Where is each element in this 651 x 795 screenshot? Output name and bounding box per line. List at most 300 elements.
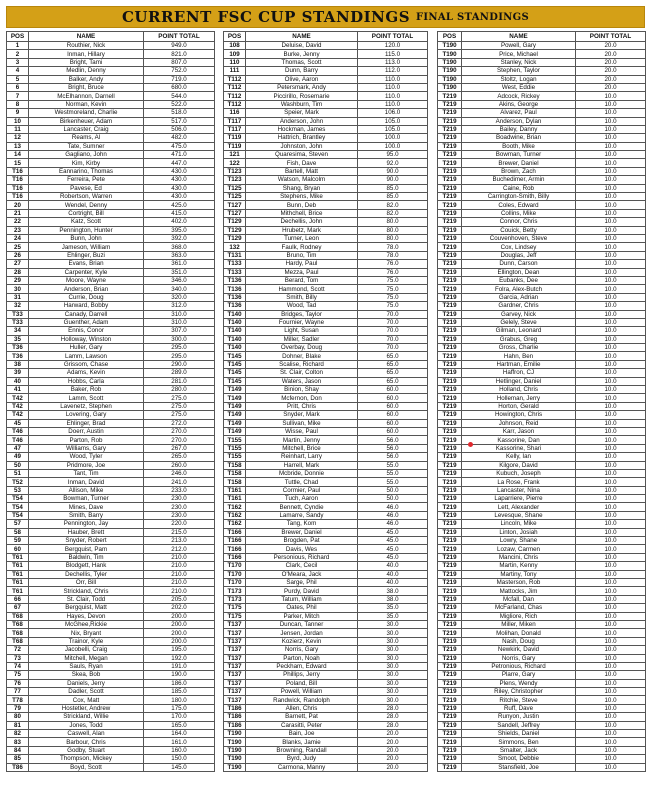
table-row	[438, 159, 646, 167]
points-cell: 10.0	[576, 545, 646, 553]
name-cell: Hrubetz, Mark	[246, 226, 358, 234]
points-cell: 35.0	[358, 612, 428, 620]
name-cell: Pennington, Jay	[29, 520, 144, 528]
points-cell: 10.0	[576, 268, 646, 276]
table-row	[224, 469, 428, 477]
table-row	[224, 461, 428, 469]
pos-cell: T112	[224, 100, 246, 108]
name-cell: Pritt, Chris	[246, 402, 358, 410]
name-cell: Kubuch, Joseph	[462, 469, 576, 477]
name-cell: Inman, Hillary	[29, 50, 144, 58]
points-cell: 75.0	[358, 285, 428, 293]
points-cell: 205.0	[144, 595, 215, 603]
table-row	[7, 654, 215, 662]
pos-cell: 73	[7, 654, 29, 662]
name-cell: Molihan, Donald	[462, 629, 576, 637]
points-cell: 20.0	[576, 75, 646, 83]
points-cell: 46.0	[358, 511, 428, 519]
points-cell: 170.0	[144, 713, 215, 721]
points-cell: 230.0	[144, 511, 215, 519]
name-cell: Wendel, Denny	[29, 201, 144, 209]
points-cell: 65.0	[358, 369, 428, 377]
name-cell: McGhee,Rickie	[29, 620, 144, 628]
pos-cell: T61	[7, 587, 29, 595]
table-row	[7, 318, 215, 326]
pos-cell: T219	[438, 411, 462, 419]
name-cell: Mattocks, Jim	[462, 587, 576, 595]
table-row	[224, 738, 428, 746]
points-cell: 110.0	[358, 75, 428, 83]
name-cell: Howington, Chris	[462, 411, 576, 419]
points-cell: 10.0	[576, 125, 646, 133]
pos-cell: T140	[224, 327, 246, 335]
points-cell: 30.0	[358, 696, 428, 704]
points-cell: 10.0	[576, 704, 646, 712]
points-cell: 161.0	[144, 738, 215, 746]
table-row	[7, 109, 215, 117]
name-cell: Caine, Rob	[462, 184, 576, 192]
points-cell: 28.0	[358, 713, 428, 721]
pos-cell: 4	[7, 67, 29, 75]
standings-column-2	[223, 31, 428, 772]
table-row	[7, 352, 215, 360]
points-cell: 10.0	[576, 167, 646, 175]
table-row	[438, 486, 646, 494]
table-row	[7, 285, 215, 293]
table-row	[438, 318, 646, 326]
table-row	[224, 83, 428, 91]
table-row	[7, 637, 215, 645]
name-cell: Kelly, Ian	[462, 453, 576, 461]
name-cell: Newkirk, David	[462, 646, 576, 654]
pos-cell: T54	[7, 511, 29, 519]
name-cell: Sullivan, Mike	[246, 419, 358, 427]
pos-cell: T136	[224, 276, 246, 284]
points-cell: 56.0	[358, 453, 428, 461]
points-cell: 10.0	[576, 688, 646, 696]
points-cell: 949.0	[144, 42, 215, 50]
name-cell: Gross, Charlie	[462, 344, 576, 352]
points-cell: 300.0	[144, 335, 215, 343]
name-cell: Boadwine, Brian	[462, 134, 576, 142]
pos-cell: T125	[224, 184, 246, 192]
pos-cell: T219	[438, 427, 462, 435]
points-cell: 10.0	[576, 159, 646, 167]
points-cell: 10.0	[576, 151, 646, 159]
name-cell: Randwick, Randolph	[246, 696, 358, 704]
table-row	[438, 545, 646, 553]
name-cell: Orr, Bill	[29, 579, 144, 587]
points-cell: 10.0	[576, 495, 646, 503]
pos-cell: T190	[224, 755, 246, 763]
points-cell: 260.0	[144, 461, 215, 469]
points-cell: 230.0	[144, 495, 215, 503]
points-cell: 752.0	[144, 67, 215, 75]
table-row	[7, 302, 215, 310]
points-cell: 75.0	[358, 302, 428, 310]
table-row	[438, 688, 646, 696]
table-row	[224, 763, 428, 771]
points-cell: 78.0	[358, 243, 428, 251]
pos-cell: T219	[438, 209, 462, 217]
points-cell: 20.0	[576, 67, 646, 75]
table-row	[224, 218, 428, 226]
pos-cell: T112	[224, 83, 246, 91]
name-cell: Bright, Bruce	[29, 83, 144, 91]
points-cell: 719.0	[144, 75, 215, 83]
pos-cell: T219	[438, 495, 462, 503]
pos-cell: T219	[438, 352, 462, 360]
pos-cell: T137	[224, 662, 246, 670]
pos-cell: T219	[438, 528, 462, 536]
name-cell: Lavenetz, Stephen	[29, 402, 144, 410]
name-cell: Skea, Bob	[29, 671, 144, 679]
name-cell: Tate, Sumner	[29, 142, 144, 150]
pos-cell: T175	[224, 604, 246, 612]
points-cell: 110.0	[358, 92, 428, 100]
pos-cell: T219	[438, 310, 462, 318]
pos-cell: T68	[7, 620, 29, 628]
table-row	[438, 276, 646, 284]
pos-cell: T149	[224, 427, 246, 435]
pos-cell: T219	[438, 193, 462, 201]
pos-cell: T219	[438, 738, 462, 746]
pos-cell: T190	[224, 746, 246, 754]
pos-cell: T149	[224, 386, 246, 394]
table-row	[224, 427, 428, 435]
name-cell: Norris, Gary	[462, 654, 576, 662]
points-cell: 100.0	[358, 142, 428, 150]
points-cell: 10.0	[576, 746, 646, 754]
table-row	[224, 629, 428, 637]
table-row	[224, 453, 428, 461]
points-cell: 368.0	[144, 243, 215, 251]
points-cell: 10.0	[576, 696, 646, 704]
pos-cell: 121	[224, 151, 246, 159]
table-row	[7, 193, 215, 201]
pos-cell: T54	[7, 503, 29, 511]
points-cell: 95.0	[358, 151, 428, 159]
pos-cell: T219	[438, 386, 462, 394]
table-row	[7, 142, 215, 150]
pos-cell: T158	[224, 478, 246, 486]
points-cell: 10.0	[576, 671, 646, 679]
points-cell: 10.0	[576, 721, 646, 729]
table-row	[438, 646, 646, 654]
points-cell: 10.0	[576, 478, 646, 486]
name-cell: Gardner, Chris	[462, 302, 576, 310]
points-cell: 807.0	[144, 58, 215, 66]
points-cell: 10.0	[576, 553, 646, 561]
pos-cell: 82	[7, 730, 29, 738]
pos-cell: 39	[7, 369, 29, 377]
name-cell: Waters, Jason	[246, 377, 358, 385]
pos-cell: T219	[438, 553, 462, 561]
table-row	[224, 109, 428, 117]
name-cell: Jones, Todd	[29, 721, 144, 729]
pos-cell: T145	[224, 377, 246, 385]
pos-cell: T175	[224, 612, 246, 620]
pos-cell: T149	[224, 402, 246, 410]
pos-cell: T219	[438, 285, 462, 293]
table-row	[7, 310, 215, 318]
table-row	[7, 646, 215, 654]
pos-cell: T162	[224, 503, 246, 511]
name-cell: Blodgett, Hank	[29, 562, 144, 570]
name-cell: Snyder, Robert	[29, 537, 144, 545]
pos-cell: 1	[7, 42, 29, 50]
points-cell: 447.0	[144, 159, 215, 167]
table-row	[224, 579, 428, 587]
name-cell: Couvenhoven, Steve	[462, 234, 576, 242]
pos-cell: T137	[224, 646, 246, 654]
table-row	[438, 193, 646, 201]
pos-cell: T190	[438, 75, 462, 83]
name-cell: La Rose, Frank	[462, 478, 576, 486]
name-cell: Fournier, Wayne	[246, 318, 358, 326]
table-row	[224, 134, 428, 142]
points-cell: 20.0	[358, 730, 428, 738]
name-cell: Tant, Tim	[29, 469, 144, 477]
points-cell: 272.0	[144, 419, 215, 427]
pos-cell: T36	[7, 352, 29, 360]
name-cell: Quaresima, Steven	[246, 151, 358, 159]
name-cell: Davis, Wes	[246, 545, 358, 553]
pos-cell: T137	[224, 688, 246, 696]
name-cell: Kozierz, Kevin	[246, 637, 358, 645]
name-cell: Alvarez, Paul	[462, 109, 576, 117]
table-row	[438, 503, 646, 511]
points-cell: 106.0	[358, 109, 428, 117]
pos-cell: T86	[7, 763, 29, 771]
table-row	[438, 511, 646, 519]
table-row	[7, 234, 215, 242]
table-row	[438, 528, 646, 536]
name-cell: McElhannon, Darnell	[29, 92, 144, 100]
name-cell: Carrington-Smith, Billy	[462, 193, 576, 201]
points-cell: 10.0	[576, 419, 646, 427]
name-cell: Trainor, Kyle	[29, 637, 144, 645]
points-cell: 200.0	[144, 612, 215, 620]
pos-cell: T219	[438, 184, 462, 192]
points-cell: 145.0	[144, 763, 215, 771]
name-cell: Bergquist, Pam	[29, 545, 144, 553]
points-cell: 202.0	[144, 604, 215, 612]
points-cell: 20.0	[358, 738, 428, 746]
table-row	[438, 738, 646, 746]
points-cell: 28.0	[358, 721, 428, 729]
name-cell: Stoltz, Logan	[462, 75, 576, 83]
pos-cell: T16	[7, 167, 29, 175]
pos-cell: T42	[7, 402, 29, 410]
pos-cell: T61	[7, 579, 29, 587]
pos-cell: T149	[224, 419, 246, 427]
name-cell: Snyder, Mark	[246, 411, 358, 419]
pos-cell: T155	[224, 436, 246, 444]
name-cell: Dunn, Carson	[462, 260, 576, 268]
table-row	[7, 100, 215, 108]
points-cell: 56.0	[358, 436, 428, 444]
points-cell: 10.0	[576, 629, 646, 637]
name-cell: Anderson, John	[246, 117, 358, 125]
table-row	[438, 209, 646, 217]
table-row	[224, 746, 428, 754]
points-cell: 320.0	[144, 293, 215, 301]
points-cell: 10.0	[576, 302, 646, 310]
name-cell: Laparriere, Pierre	[462, 495, 576, 503]
table-row	[7, 755, 215, 763]
pos-cell: T219	[438, 579, 462, 587]
points-cell: 30.0	[358, 662, 428, 670]
pos-cell: T219	[438, 419, 462, 427]
table-row	[438, 243, 646, 251]
name-cell: Bridges, Taylor	[246, 310, 358, 318]
name-cell: Parton, Rob	[29, 436, 144, 444]
name-cell: Migliore, Rich	[462, 612, 576, 620]
pos-cell: 81	[7, 721, 29, 729]
table-row	[7, 629, 215, 637]
name-header: NAME	[462, 32, 576, 42]
pos-cell: T219	[438, 100, 462, 108]
table-row	[438, 469, 646, 477]
pos-cell: 6	[7, 83, 29, 91]
name-cell: Riley, Christopher	[462, 688, 576, 696]
points-cell: 518.0	[144, 109, 215, 117]
pos-cell: 108	[224, 42, 246, 50]
pos-cell: T136	[224, 285, 246, 293]
pos-cell: T219	[438, 92, 462, 100]
table-row	[7, 595, 215, 603]
page-title: CURRENT FSC CUP STANDINGS	[121, 8, 411, 26]
name-cell: Thomas, Scott	[246, 58, 358, 66]
pos-cell: T137	[224, 671, 246, 679]
pos-cell: T219	[438, 402, 462, 410]
pos-cell: T219	[438, 721, 462, 729]
points-cell: 346.0	[144, 276, 215, 284]
points-cell: 110.0	[358, 83, 428, 91]
points-cell: 10.0	[576, 604, 646, 612]
name-cell: Berard, Tom	[246, 276, 358, 284]
name-cell: Cortright, Bill	[29, 209, 144, 217]
pos-cell: T119	[224, 134, 246, 142]
points-cell: 544.0	[144, 92, 215, 100]
points-cell: 10.0	[576, 243, 646, 251]
name-cell: Hockman, James	[246, 125, 358, 133]
name-cell: Bunn, John	[29, 234, 144, 242]
pos-cell: T136	[224, 293, 246, 301]
points-cell: 76.0	[358, 268, 428, 276]
pos-cell: T219	[438, 629, 462, 637]
name-cell: Hetlinger, Daniel	[462, 377, 576, 385]
points-cell: 10.0	[576, 411, 646, 419]
name-cell: Reinhart, Larry	[246, 453, 358, 461]
points-cell: 430.0	[144, 176, 215, 184]
pos-cell: T219	[438, 167, 462, 175]
pos-cell: 21	[7, 209, 29, 217]
points-cell: 10.0	[576, 587, 646, 595]
table-row	[438, 109, 646, 117]
points-cell: 10.0	[576, 646, 646, 654]
table-row	[7, 369, 215, 377]
table-row	[7, 260, 215, 268]
points-cell: 10.0	[576, 142, 646, 150]
name-cell: Bruno, Tim	[246, 251, 358, 259]
table-row	[438, 234, 646, 242]
points-cell: 30.0	[358, 688, 428, 696]
pos-cell: 47	[7, 444, 29, 452]
table-row	[7, 226, 215, 234]
points-cell: 310.0	[144, 318, 215, 326]
points-cell: 10.0	[576, 176, 646, 184]
table-row	[438, 478, 646, 486]
points-cell: 30.0	[358, 646, 428, 654]
table-row	[438, 746, 646, 754]
name-cell: Smith, Barry	[29, 511, 144, 519]
pos-cell: T117	[224, 125, 246, 133]
name-cell: Birkenheuer, Adam	[29, 117, 144, 125]
points-cell: 56.0	[358, 444, 428, 452]
pos-cell: T155	[224, 453, 246, 461]
name-cell: Adams, Kevin	[29, 369, 144, 377]
table-row	[224, 553, 428, 561]
name-cell: Shields, Daniel	[462, 730, 576, 738]
table-row	[438, 612, 646, 620]
pos-cell: 79	[7, 704, 29, 712]
pos-cell: T219	[438, 620, 462, 628]
name-cell: Mitchell, Megan	[29, 654, 144, 662]
table-row	[7, 117, 215, 125]
points-cell: 70.0	[358, 310, 428, 318]
table-row	[224, 293, 428, 301]
pos-cell: T219	[438, 360, 462, 368]
points-cell: 200.0	[144, 620, 215, 628]
points-cell: 120.0	[358, 42, 428, 50]
points-cell: 20.0	[358, 763, 428, 771]
table-row	[7, 587, 215, 595]
points-cell: 46.0	[358, 503, 428, 511]
pos-cell: 45	[7, 419, 29, 427]
points-cell: 392.0	[144, 234, 215, 242]
points-cell: 60.0	[358, 419, 428, 427]
pos-cell: 132	[224, 243, 246, 251]
table-row	[7, 444, 215, 452]
pos-cell: 72	[7, 646, 29, 654]
name-cell: Hayes, Devon	[29, 612, 144, 620]
pos-cell: T219	[438, 268, 462, 276]
name-cell: Smalter, Jack	[462, 746, 576, 754]
name-cell: Bain, Joe	[246, 730, 358, 738]
pos-cell: T219	[438, 159, 462, 167]
table-row	[438, 402, 646, 410]
points-cell: 10.0	[576, 637, 646, 645]
points-cell: 340.0	[144, 285, 215, 293]
points-cell: 200.0	[144, 629, 215, 637]
table-row	[438, 50, 646, 58]
table-row	[438, 763, 646, 771]
points-cell: 50.0	[358, 486, 428, 494]
name-cell: Wood, Tyler	[29, 453, 144, 461]
name-cell: Mancini, Chris	[462, 553, 576, 561]
points-cell: 175.0	[144, 704, 215, 712]
pos-cell: T219	[438, 335, 462, 343]
points-cell: 85.0	[358, 193, 428, 201]
points-cell: 165.0	[144, 721, 215, 729]
points-cell: 210.0	[144, 562, 215, 570]
table-row	[7, 386, 215, 394]
pos-cell: T173	[224, 587, 246, 595]
name-cell: Anderson, Brian	[29, 285, 144, 293]
points-cell: 70.0	[358, 344, 428, 352]
